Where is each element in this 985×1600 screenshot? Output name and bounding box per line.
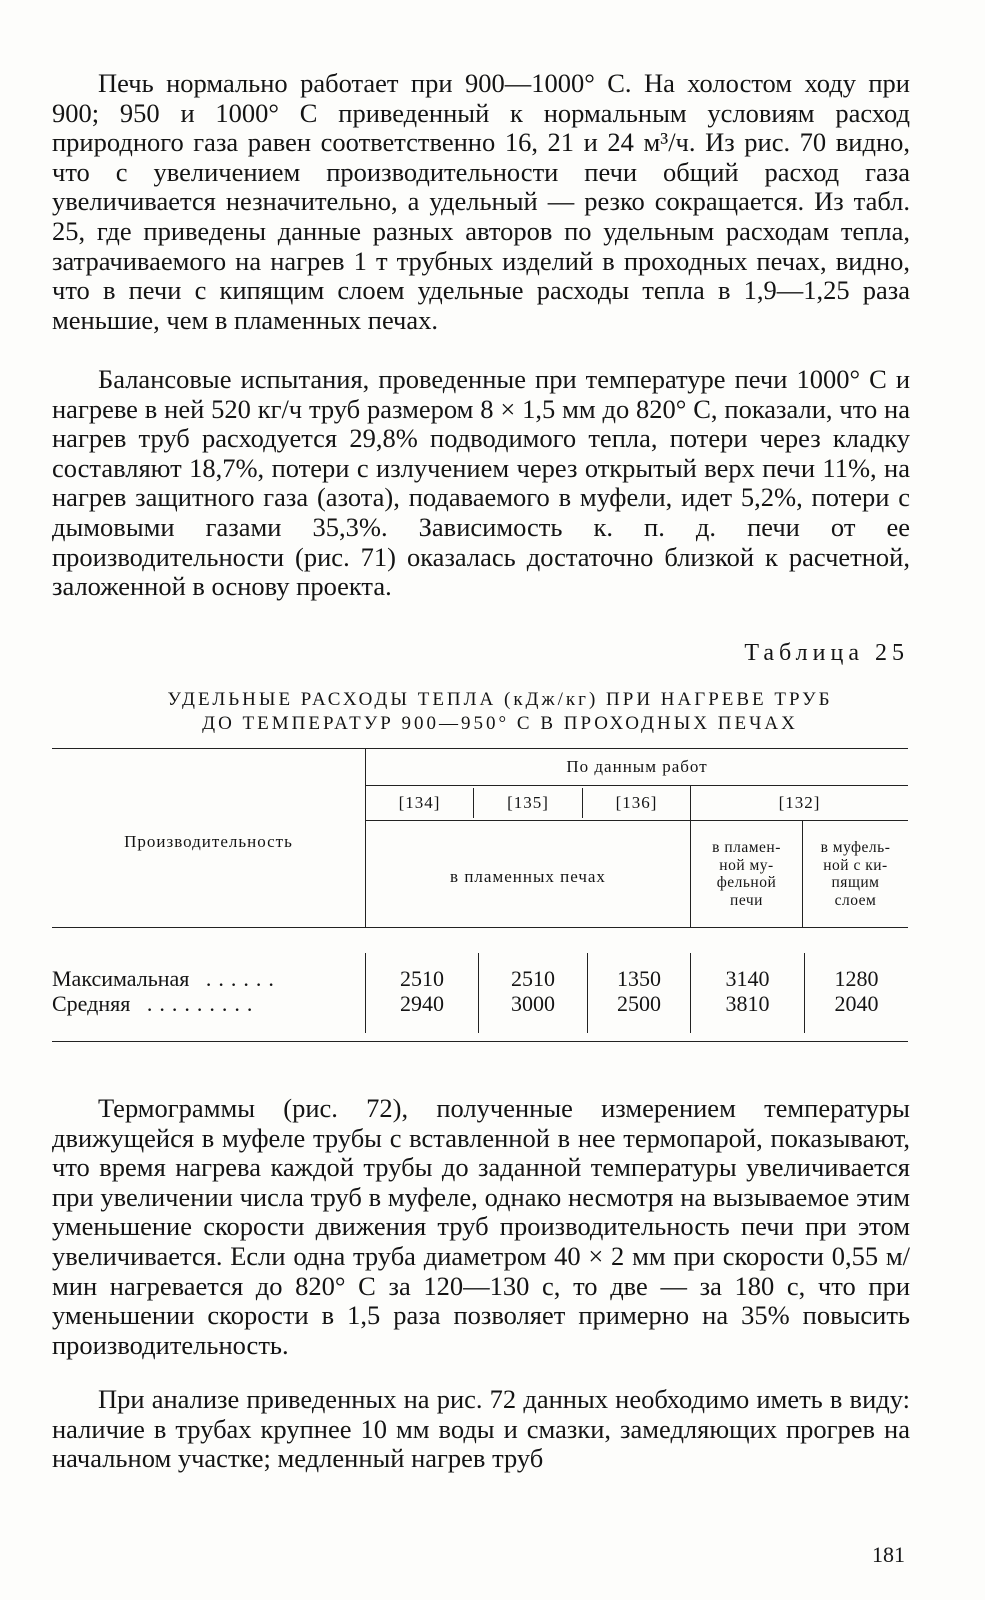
paragraph-2	[52, 365, 910, 602]
row-label-text: Средняя	[52, 991, 131, 1016]
table-cell: 1280	[834, 966, 879, 991]
paragraph-text: Балансовые испытания, проведенные при температуре печи 1000° С и нагреве в ней 520 кг/ч труб размером 8 × 1,5 мм до 820° С, показали, что на нагрев труб расходуется 29,8% подводимого тепла, потери через кладку составляют 18,7%, потери с излучением через открытый верх печи 11%, на нагрев защитного газа (азота), подаваемого в муфели, идет 5,2%, потери с дымовыми газами 35,3%. Зависимость к. п. д. печи от ее производительности (рис. 71) оказалась достаточно близкой к расчетной, заложенной в основу проекта.	[52, 364, 910, 602]
page-number: 181	[872, 1542, 905, 1567]
subheader-line: в муфель-	[820, 839, 891, 856]
group-header: По данным работ	[566, 757, 708, 776]
table-cell: 3810	[725, 991, 770, 1016]
paragraph-text: Термограммы (рис. 72), полученные измерением температуры движущейся в муфеле трубы с вставленной в нее термопарой, показывают, что время нагрева каждой трубы до заданной температуры увеличивается при увеличении числа труб в муфеле, однако несмотря на вызываемое этим уменьшение скорости движения труб производительность печи при этом увеличивается. Если одна труба диаметром 40 × 2 мм при скорости 0,55 м/мин нагревается до 820° С за 120—130 с, то две — за 180 с, что при уменьшении скорости в 1,5 раза позволяет примерно на 35% повысить производительность.	[52, 1093, 910, 1360]
header-rule-2	[366, 820, 908, 821]
table-cell: 1350	[617, 966, 661, 991]
ref-135: [135]	[507, 793, 549, 812]
data-table	[52, 748, 908, 1044]
table-title	[90, 688, 910, 736]
paragraph-1	[52, 69, 910, 335]
table-title-line-1: УДЕЛЬНЫЕ РАСХОДЫ ТЕПЛА (кДж/кг) ПРИ НАГРЕВЕ ТРУБ	[167, 689, 833, 710]
table-caption: Таблица 25	[744, 640, 909, 666]
row-label-max	[52, 966, 281, 991]
paragraph-4	[52, 1385, 910, 1474]
table-cell: 3140	[725, 966, 770, 991]
leader-dots: ......	[205, 966, 281, 991]
ref-136: [136]	[615, 793, 658, 812]
subheader-flame-muffle	[691, 839, 802, 909]
paragraph-text: Печь нормально работает при 900—1000° С. На холостом ходу при 900; 950 и 1000° С приведенный к нормальным условиям расход природного газа равен соответственно 16, 21 и 24 м³/ч. Из рис. 70 видно, что с увеличением производительности печи общий расход газа увеличивается незначительно, а удельный — резко сокращается. Из табл. 25, где приведены данные разных авторов по удельным расходам тепла, затрачиваемого на нагрев 1 т трубных изделий в проходных печах, видно, что в печи с кипящим слоем удельные расходы тепла в 1,9—1,25 раза меньшие, чем в пламенных печах.	[52, 68, 910, 335]
subheader-line: ной му-	[719, 856, 774, 874]
table-top-rule	[52, 748, 908, 749]
table-cell: 2040	[834, 991, 879, 1016]
subheader-line: печи	[730, 891, 763, 909]
table-cell: 2500	[617, 991, 661, 1016]
paragraph-text: При анализе приведенных на рис. 72 данных необходимо иметь в виду: наличие в трубах крупнее 10 мм воды и смазки, замедляющих прогрев на начальном участке; медленный нагрев труб	[52, 1384, 910, 1474]
header-rule-1	[366, 785, 908, 786]
table-title-line-2: ДО ТЕМПЕРАТУР 900—950° С В ПРОХОДНЫХ ПЕЧАХ	[202, 713, 798, 734]
row-label-text: Максимальная	[52, 966, 190, 991]
subheader-line: ной с ки-	[823, 856, 888, 874]
ref-134: [134]	[398, 793, 441, 812]
subheader-flame-furnaces: в пламенных печах	[450, 867, 606, 886]
header-bottom-rule	[52, 927, 908, 928]
leader-dots: .........	[146, 991, 260, 1016]
subheader-line: слоем	[834, 891, 877, 909]
subheader-line: пящим	[831, 874, 880, 891]
table-cell: 3000	[511, 991, 555, 1016]
table-cell: 2940	[400, 991, 444, 1016]
table-cell: 2510	[511, 966, 555, 991]
row-header: Производительность	[124, 832, 293, 851]
table-bottom-rule	[52, 1041, 908, 1042]
paragraph-3	[52, 1094, 910, 1360]
ref-132: [132]	[778, 793, 821, 812]
table-cell: 2510	[400, 966, 444, 991]
subheader-line: в пламен-	[712, 839, 781, 856]
subheader-line: фельной	[716, 874, 777, 891]
subheader-fluidized-muffle	[803, 839, 908, 909]
row-label-avg	[52, 991, 259, 1016]
